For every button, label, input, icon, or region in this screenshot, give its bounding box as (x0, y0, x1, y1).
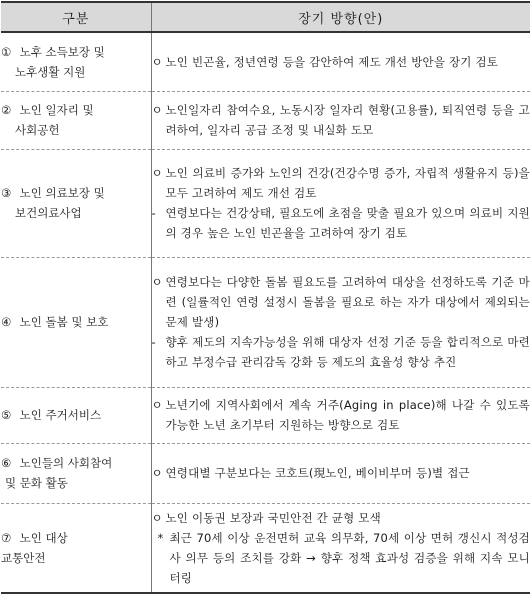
category-cell (1, 91, 151, 149)
row-number: ① (1, 44, 12, 59)
category-cell (1, 387, 151, 443)
direction-cell (151, 257, 530, 387)
table-row-2 (1, 91, 530, 149)
direction-text: 노인 빈곤율, 정년연령 등을 감안하여 제도 개선 방안을 장기 검토 (165, 54, 499, 69)
table-row-7 (1, 503, 530, 593)
bullet-marker: ㅇ (151, 166, 163, 180)
asterisk-marker: * (157, 530, 164, 545)
row-number: ③ (1, 186, 12, 200)
direction-header: 장기 방향(안) (151, 2, 530, 32)
category-cell (1, 443, 151, 503)
direction-text: 노인일자리 참여수요, 노동시장 일자리 현황(고용률), 퇴직연령 등을 고려하여, 일자리 공급 조정 및 내실화 도모 (165, 103, 530, 137)
direction-text: 노인 의료비 증가와 노인의 건강(건강수명 증가, 자립적 생활유지 등)을 모두 고려하여 제도 개선 검토 (165, 166, 530, 200)
direction-subpoint (152, 203, 531, 243)
category-label: 노후 소득보장 및 (19, 44, 105, 59)
bullet-marker: ㅇ (151, 275, 163, 289)
bullet-marker: ㅇ (151, 510, 163, 525)
bullet-marker: ㅇ (151, 103, 163, 117)
table-row-1 (1, 32, 530, 91)
category-label: 노인 대상 (19, 530, 68, 545)
table-row-5 (1, 387, 530, 443)
long-term-direction-table (1, 1, 530, 594)
category-label: 노인 주거서비스 (19, 408, 102, 422)
direction-cell (151, 503, 530, 593)
direction-cell (151, 443, 530, 503)
category-cell (1, 149, 151, 257)
table-row-3 (1, 149, 530, 257)
direction-text: 연령보다는 건강상태, 필요도에 초점을 맞출 필요가 있으며 의료비 지원의 경우 높은 노인 빈곤율을 고려하여 장기 검토 (165, 206, 530, 240)
direction-point (152, 163, 531, 203)
category-label: 노인 돌봄 및 보호 (19, 315, 109, 329)
table-header-row (1, 2, 530, 32)
category-label: 노인 의료보장 및 (19, 186, 105, 200)
category-cell (1, 503, 151, 593)
bullet-marker: ㅇ (151, 466, 163, 480)
direction-text: 연령대별 구분보다는 코호트(現노인, 베이비부머 등)별 접근 (165, 466, 470, 480)
direction-point (152, 508, 531, 528)
direction-text: 최근 70세 이상 운전면허 교육 의무화, 70세 이상 면허 갱신시 적성검사 의무 등의 조치를 강화 → 향후 정책 효과성 검증을 위해 지속 모니터링 (169, 530, 530, 585)
dash-marker: - (151, 335, 156, 349)
category-label-line2: 사회공헌 (15, 123, 60, 137)
direction-point (152, 52, 531, 72)
direction-cell (151, 32, 530, 91)
row-number: ⑥ (1, 456, 12, 470)
category-cell (1, 32, 151, 91)
category-label-line2: 및 문화 활동 (5, 476, 68, 490)
direction-cell (151, 149, 530, 257)
category-label: 노인 일자리 및 (19, 103, 94, 117)
row-number: ④ (1, 315, 12, 329)
category-label-line2: 보건의료사업 (15, 206, 82, 220)
category-label: 노인들의 사회참여 (19, 456, 113, 470)
direction-cell (151, 387, 530, 443)
row-number: ② (1, 103, 12, 117)
category-label-line2: 노후생활 지원 (15, 64, 86, 79)
direction-point (152, 100, 531, 140)
category-label-line2: 교통안전 (1, 550, 46, 565)
category-cell (1, 257, 151, 387)
direction-point (152, 272, 531, 332)
direction-point (152, 463, 531, 483)
direction-text: 노년기에 지역사회에서 계속 거주(Aging in place)해 나갈 수 있도록 가능한 노년 초기부터 지원하는 방향으로 검토 (165, 398, 530, 432)
direction-text: 향후 제도의 지속가능성을 위해 대상자 선정 기준 등을 합리적으로 마련하고 부정수급 관리감독 강화 등 제도의 효율성 향상 추진 (165, 335, 530, 369)
bullet-marker: ㅇ (151, 54, 163, 69)
bullet-marker: ㅇ (151, 398, 163, 412)
direction-note (152, 528, 531, 588)
dash-marker: - (151, 206, 156, 220)
row-number: ⑦ (1, 530, 12, 545)
direction-text: 노인 이동권 보장과 국민안전 간 균형 모색 (165, 510, 381, 525)
direction-text: 연령보다는 다양한 돌봄 필요도를 고려하여 대상을 선정하도록 기준 마련 (일률적인 연령 설정시 돌봄을 필요로 하는 자가 대상에서 제외되는 문제 발생) (165, 275, 530, 329)
table-row-6 (1, 443, 530, 503)
direction-point (152, 395, 531, 435)
row-number: ⑤ (1, 408, 12, 422)
category-header: 구분 (1, 2, 151, 32)
table-row-4 (1, 257, 530, 387)
direction-cell (151, 91, 530, 149)
direction-subpoint (152, 332, 531, 372)
